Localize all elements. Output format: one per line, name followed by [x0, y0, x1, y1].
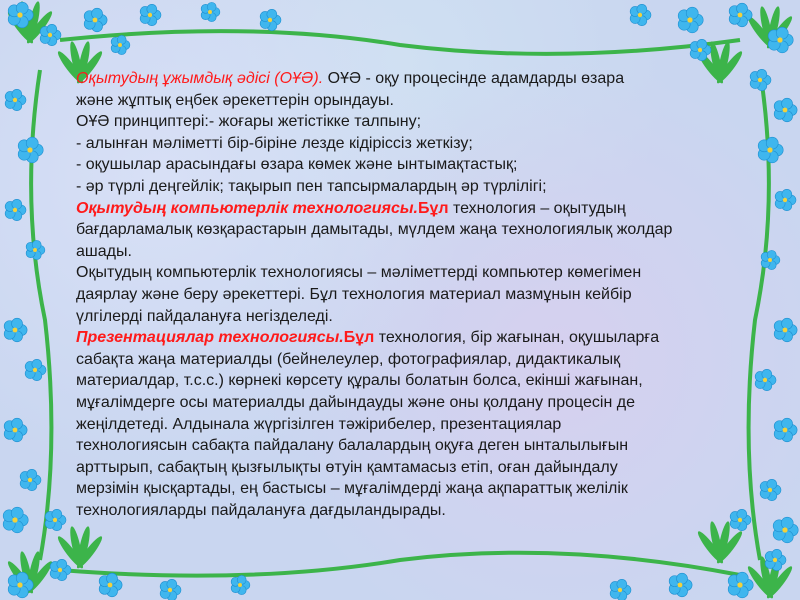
text-run: сабақта жаңа материалды (бейнелеулер, фотографиялар, дидактикалық — [76, 350, 621, 368]
forget-me-not-flower-icon — [84, 8, 107, 32]
vine-stem — [60, 31, 740, 54]
forget-me-not-flower-icon — [201, 2, 220, 21]
forget-me-not-flower-icon — [774, 98, 797, 122]
text-line — [76, 478, 756, 500]
forget-me-not-flower-icon — [761, 250, 780, 269]
slide-text — [76, 68, 756, 521]
text-run: Оқытудың компьютерлік технологиясы – мәліметтерді компьютер көмегімен — [76, 264, 642, 282]
highlighted-term: Бұл — [343, 329, 375, 347]
text-run: үлгілерді пайдалануға негізделеді. — [76, 307, 333, 325]
text-run: даярлау және беру әрекеттері. Бұл технология материал мазмұнын кейбір — [76, 285, 632, 303]
text-run: мұғалімдерге осы материалды дайындауды және оны қолдану процесін де — [76, 393, 635, 411]
forget-me-not-flower-icon — [40, 24, 61, 45]
forget-me-not-flower-icon — [5, 89, 26, 110]
text-line — [76, 198, 756, 220]
text-line — [76, 262, 756, 284]
text-run: технология, бір жағынан, оқушыларға — [374, 329, 660, 347]
text-line — [76, 306, 756, 328]
forget-me-not-flower-icon — [45, 509, 66, 530]
text-line — [76, 176, 756, 198]
text-run: - оқушылар арасындағы өзара көмек және ынтымақтастық; — [76, 156, 518, 174]
text-run: ОҰӘ - оқу процесінде адамдарды өзара — [323, 70, 625, 87]
text-line — [76, 284, 756, 306]
vine-stem — [60, 553, 740, 576]
forget-me-not-flower-icon — [768, 27, 793, 53]
forget-me-not-flower-icon — [755, 369, 776, 390]
forget-me-not-flower-icon — [774, 318, 797, 342]
highlighted-term: Бұл — [417, 199, 449, 217]
forget-me-not-flower-icon — [775, 189, 796, 210]
text-line — [76, 349, 756, 371]
text-run: арттырып, сабақтың қызғылықты өтуін қамтамасыз етіп, оған дайындалу — [76, 458, 618, 476]
text-run: ОҰӘ принциптері:- жоғары жетістікке талпыну; — [76, 113, 422, 131]
text-run: технологиясын сабақта пайдалану балалардың оқуға деген ынталылығын — [76, 437, 629, 455]
text-line — [76, 414, 756, 436]
text-run: бағдарламалық көзқарастарын дамытады, мүлдем жаңа технологиялық жолдар — [76, 221, 673, 239]
forget-me-not-flower-icon — [25, 359, 46, 380]
highlighted-term: Оқытудың компьютерлік технологиясы. — [76, 199, 418, 217]
forget-me-not-flower-icon — [231, 575, 250, 594]
text-run: материалдар, т.с.с.) көрнекі көрсету құралы болатын болса, екінші жағынан, — [76, 372, 643, 390]
text-line — [76, 133, 756, 155]
forget-me-not-flower-icon — [160, 579, 181, 600]
forget-me-not-flower-icon — [50, 559, 71, 580]
text-run: - әр түрлі деңгейлік; тақырып пен тапсырмалардың әр түрлілігі; — [76, 177, 547, 195]
forget-me-not-flower-icon — [630, 4, 651, 25]
text-line — [76, 241, 756, 263]
forget-me-not-flower-icon — [758, 137, 783, 163]
forget-me-not-flower-icon — [774, 418, 797, 442]
forget-me-not-flower-icon — [99, 573, 122, 597]
text-line — [76, 500, 756, 522]
text-run: технологияларды пайдалануға дағдыландырады. — [76, 501, 446, 519]
forget-me-not-flower-icon — [26, 240, 45, 259]
text-run: мерзімін қысқартады, ең бастысы – мұғалімдерді жаңа ақпараттық желілік — [76, 480, 628, 498]
forget-me-not-flower-icon — [20, 469, 41, 490]
forget-me-not-flower-icon — [728, 572, 753, 598]
forget-me-not-flower-icon — [760, 479, 781, 500]
text-line — [76, 68, 756, 90]
highlighted-term: Презентациялар технологиясы. — [76, 329, 344, 347]
forget-me-not-flower-icon — [260, 9, 281, 30]
highlighted-term: Оқытудың ұжымдық әдісі — [76, 70, 275, 87]
text-run: - алынған мәліметті бір-біріне лезде кідіріссіз жеткізу; — [76, 134, 473, 152]
forget-me-not-flower-icon — [140, 4, 161, 25]
forget-me-not-flower-icon — [111, 35, 130, 54]
text-line — [76, 392, 756, 414]
forget-me-not-flower-icon — [773, 517, 798, 543]
forget-me-not-flower-icon — [3, 507, 28, 533]
text-line — [76, 90, 756, 112]
text-line — [76, 435, 756, 457]
text-run: технология – оқытудың — [448, 199, 626, 217]
forget-me-not-flower-icon — [4, 318, 27, 342]
forget-me-not-flower-icon — [678, 7, 703, 33]
forget-me-not-flower-icon — [4, 418, 27, 442]
forget-me-not-flower-icon — [18, 137, 43, 163]
text-run: жеңілдетеді. Алдынала жүргізілген тәжірибелер, презентациялар — [76, 415, 562, 433]
forget-me-not-flower-icon — [765, 549, 786, 570]
highlighted-term: (ОҰӘ). — [274, 70, 324, 87]
text-line — [76, 154, 756, 176]
forget-me-not-flower-icon — [610, 579, 631, 600]
text-line — [76, 457, 756, 479]
text-line — [76, 111, 756, 133]
text-line — [76, 219, 756, 241]
text-run: және жұптық еңбек әрекеттерін орындауы. — [76, 91, 394, 109]
text-run: ашады. — [76, 242, 132, 260]
text-line — [76, 370, 756, 392]
text-line — [76, 327, 756, 349]
forget-me-not-flower-icon — [669, 573, 692, 597]
forget-me-not-flower-icon — [729, 3, 752, 27]
forget-me-not-flower-icon — [5, 199, 26, 220]
